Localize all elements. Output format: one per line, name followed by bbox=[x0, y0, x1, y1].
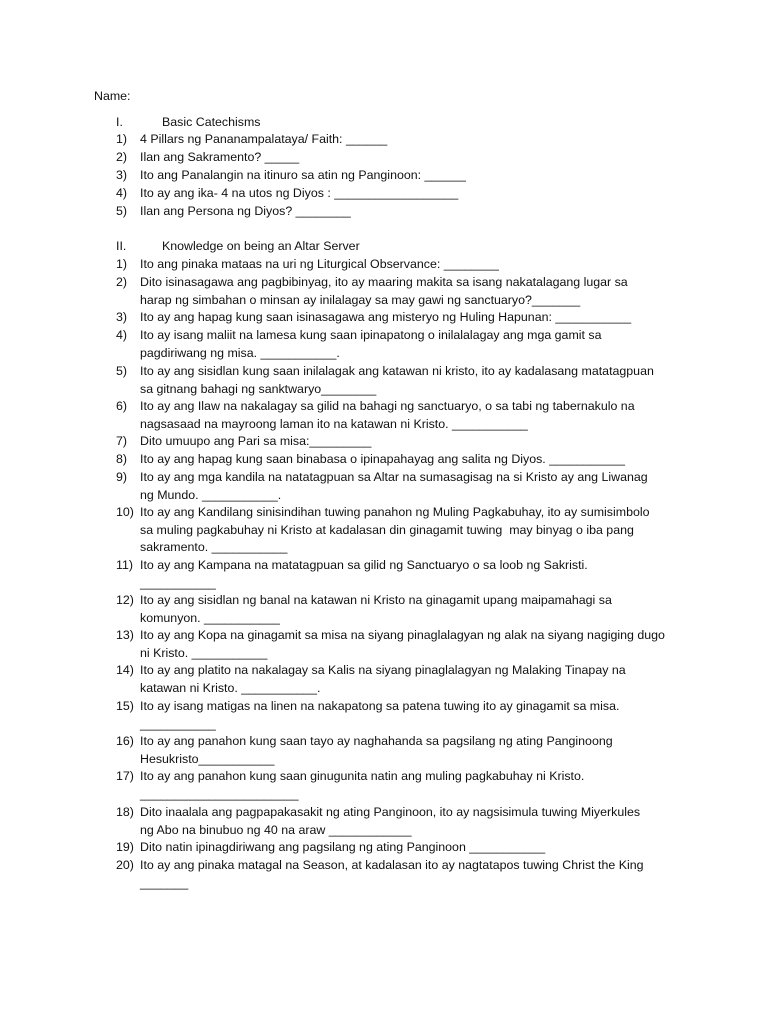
question-number: 1) bbox=[116, 132, 128, 146]
s2-question-13 bbox=[116, 627, 676, 662]
s1-question-3 bbox=[116, 167, 676, 185]
s2-question-8 bbox=[116, 451, 676, 469]
question-number: 12) bbox=[116, 593, 134, 607]
question-text: Dito umuupo ang Pari sa misa:_________ bbox=[140, 434, 372, 448]
question-number: 10) bbox=[116, 505, 134, 519]
question-number: 3) bbox=[116, 168, 128, 182]
question-number: 3) bbox=[116, 310, 128, 324]
question-text: Ito ay ang hapag kung saan binabasa o ipinapahayag ang salita ng Diyos. ___________ bbox=[140, 452, 625, 466]
question-text: Ito ay isang matigas na linen na nakapatong sa patena tuwing ito ay ginagamit sa misa. ___________ bbox=[140, 699, 620, 731]
s2-question-5 bbox=[116, 363, 676, 398]
s2-question-10 bbox=[116, 504, 676, 557]
question-text: Dito inaalala ang pagpapakasakit ng ating Panginoon, ito ay nagsisimula tuwing Miyerkules ng Abo na binubuo ng 40 na araw ____________ bbox=[140, 805, 641, 837]
question-text: Ito ay ang panahon kung saan tayo ay naghahanda sa pagsilang ng ating Panginoong Hesukristo___________ bbox=[140, 734, 613, 766]
question-number: 2) bbox=[116, 150, 128, 164]
question-text: Ito ay ang platito na nakalagay sa Kalis na siyang pinaglalagyan ng Malaking Tinapay na katawan ni Kristo. ___________. bbox=[140, 663, 626, 695]
question-text: Dito isinasagawa ang pagbibinyag, ito ay maaring makita sa isang nakatalagang lugar sa harap ng simbahan o minsan ay inilalagay sa may gawi ng sanctuaryo?_______ bbox=[140, 275, 628, 307]
question-number: 7) bbox=[116, 434, 128, 448]
question-text: Ito ay ang panahon kung saan ginugunita natin ang muling pagkabuhay ni Kristo. _______________________ bbox=[140, 769, 585, 801]
s2-question-6 bbox=[116, 398, 676, 433]
question-number: 5) bbox=[116, 364, 128, 378]
s2-question-4 bbox=[116, 327, 676, 362]
section-2-heading bbox=[116, 238, 360, 256]
section-2-title: Knowledge on being an Altar Server bbox=[162, 239, 360, 253]
question-text: Ito ay ang ika- 4 na utos ng Diyos : __________________ bbox=[140, 186, 459, 200]
s2-question-2 bbox=[116, 274, 676, 309]
s2-question-20 bbox=[116, 857, 676, 892]
section-1-heading bbox=[116, 114, 260, 132]
question-number: 13) bbox=[116, 628, 134, 642]
question-number: 2) bbox=[116, 275, 128, 289]
question-number: 14) bbox=[116, 663, 134, 677]
s2-question-17 bbox=[116, 768, 676, 803]
question-number: 8) bbox=[116, 452, 128, 466]
question-number: 1) bbox=[116, 257, 128, 271]
question-number: 4) bbox=[116, 328, 128, 342]
s2-question-9 bbox=[116, 469, 676, 504]
question-number: 4) bbox=[116, 186, 128, 200]
s2-question-11 bbox=[116, 557, 676, 592]
question-text: Ilan ang Persona ng Diyos? ________ bbox=[140, 204, 351, 218]
question-text: 4 Pillars ng Pananampalataya/ Faith: ______ bbox=[140, 132, 388, 146]
question-text: Ito ay ang mga kandila na natatagpuan sa Altar na sumasagisag na si Kristo ay ang Liwanag ng Mundo. ___________. bbox=[140, 470, 648, 502]
question-text: Ito ay ang Ilaw na nakalagay sa gilid na bahagi ng sanctuaryo, o sa tabi ng tabernakulo na nagsasaad na mayroong laman ito na katawan ni Kristo. ___________ bbox=[140, 399, 635, 431]
s2-question-18 bbox=[116, 804, 676, 839]
question-number: 15) bbox=[116, 699, 134, 713]
s1-question-4 bbox=[116, 185, 676, 203]
s2-question-19 bbox=[116, 839, 676, 857]
question-number: 18) bbox=[116, 805, 134, 819]
s2-question-7 bbox=[116, 433, 676, 451]
question-text: Ito ay ang hapag kung saan isinasagawa ang misteryo ng Huling Hapunan: ___________ bbox=[140, 310, 632, 324]
name-label: Name: bbox=[94, 89, 131, 103]
question-text: Ito ay ang Kandilang sinisindihan tuwing panahon ng Muling Pagkabuhay, ito ay sumisimbolo sa muling pagkabuhay ni Kristo at kadalasan din ginagamit tuwing may binyag o iba pang sakramento. ___________ bbox=[140, 505, 650, 555]
question-number: 20) bbox=[116, 858, 134, 872]
section-1-roman: I. bbox=[116, 115, 123, 129]
question-text: Ito ang Panalangin na itinuro sa atin ng Panginoon: ______ bbox=[140, 168, 466, 182]
section-1-title: Basic Catechisms bbox=[162, 115, 261, 129]
s1-question-1 bbox=[116, 131, 676, 149]
s2-question-14 bbox=[116, 662, 676, 697]
s2-question-16 bbox=[116, 733, 676, 768]
s1-question-2 bbox=[116, 149, 676, 167]
question-text: Ito ay ang Kopa na ginagamit sa misa na siyang pinaglalagyan ng alak na siyang nagiging dugo ni Kristo. ___________ bbox=[140, 628, 665, 660]
question-number: 5) bbox=[116, 204, 128, 218]
question-text: Ilan ang Sakramento? _____ bbox=[140, 150, 300, 164]
question-text: Ito ay isang maliit na lamesa kung saan ipinapatong o inilalalagay ang mga gamit sa pagdiriwang ng misa. ___________. bbox=[140, 328, 602, 360]
question-text: Ito ang pinaka mataas na uri ng Liturgical Observance: ________ bbox=[140, 257, 499, 271]
question-text: Ito ay ang sisidlan kung saan inilalagak ang katawan ni kristo, ito ay kadalasang matatagpuan sa gitnang bahagi ng sanktwaryo________ bbox=[140, 364, 654, 396]
section-2-roman: II. bbox=[116, 239, 127, 253]
question-text: Ito ay ang sisidlan ng banal na katawan ni Kristo na ginagamit upang maipamahagi sa komunyon. ___________ bbox=[140, 593, 612, 625]
question-number: 19) bbox=[116, 840, 134, 854]
s1-question-5 bbox=[116, 203, 676, 221]
question-number: 11) bbox=[116, 558, 133, 572]
question-number: 17) bbox=[116, 769, 134, 783]
question-text: Ito ay ang pinaka matagal na Season, at kadalasan ito ay nagtatapos tuwing Christ the King _______ bbox=[140, 858, 644, 890]
question-number: 9) bbox=[116, 470, 128, 484]
s2-question-3 bbox=[116, 309, 676, 327]
question-text: Ito ay ang Kampana na matatagpuan sa gilid ng Sanctuaryo o sa loob ng Sakristi. ___________ bbox=[140, 558, 588, 590]
question-text: Dito natin ipinagdiriwang ang pagsilang ng ating Panginoon ___________ bbox=[140, 840, 546, 854]
question-number: 6) bbox=[116, 399, 128, 413]
s2-question-1 bbox=[116, 256, 676, 274]
s2-question-12 bbox=[116, 592, 676, 627]
question-number: 16) bbox=[116, 734, 134, 748]
s2-question-15 bbox=[116, 698, 676, 733]
